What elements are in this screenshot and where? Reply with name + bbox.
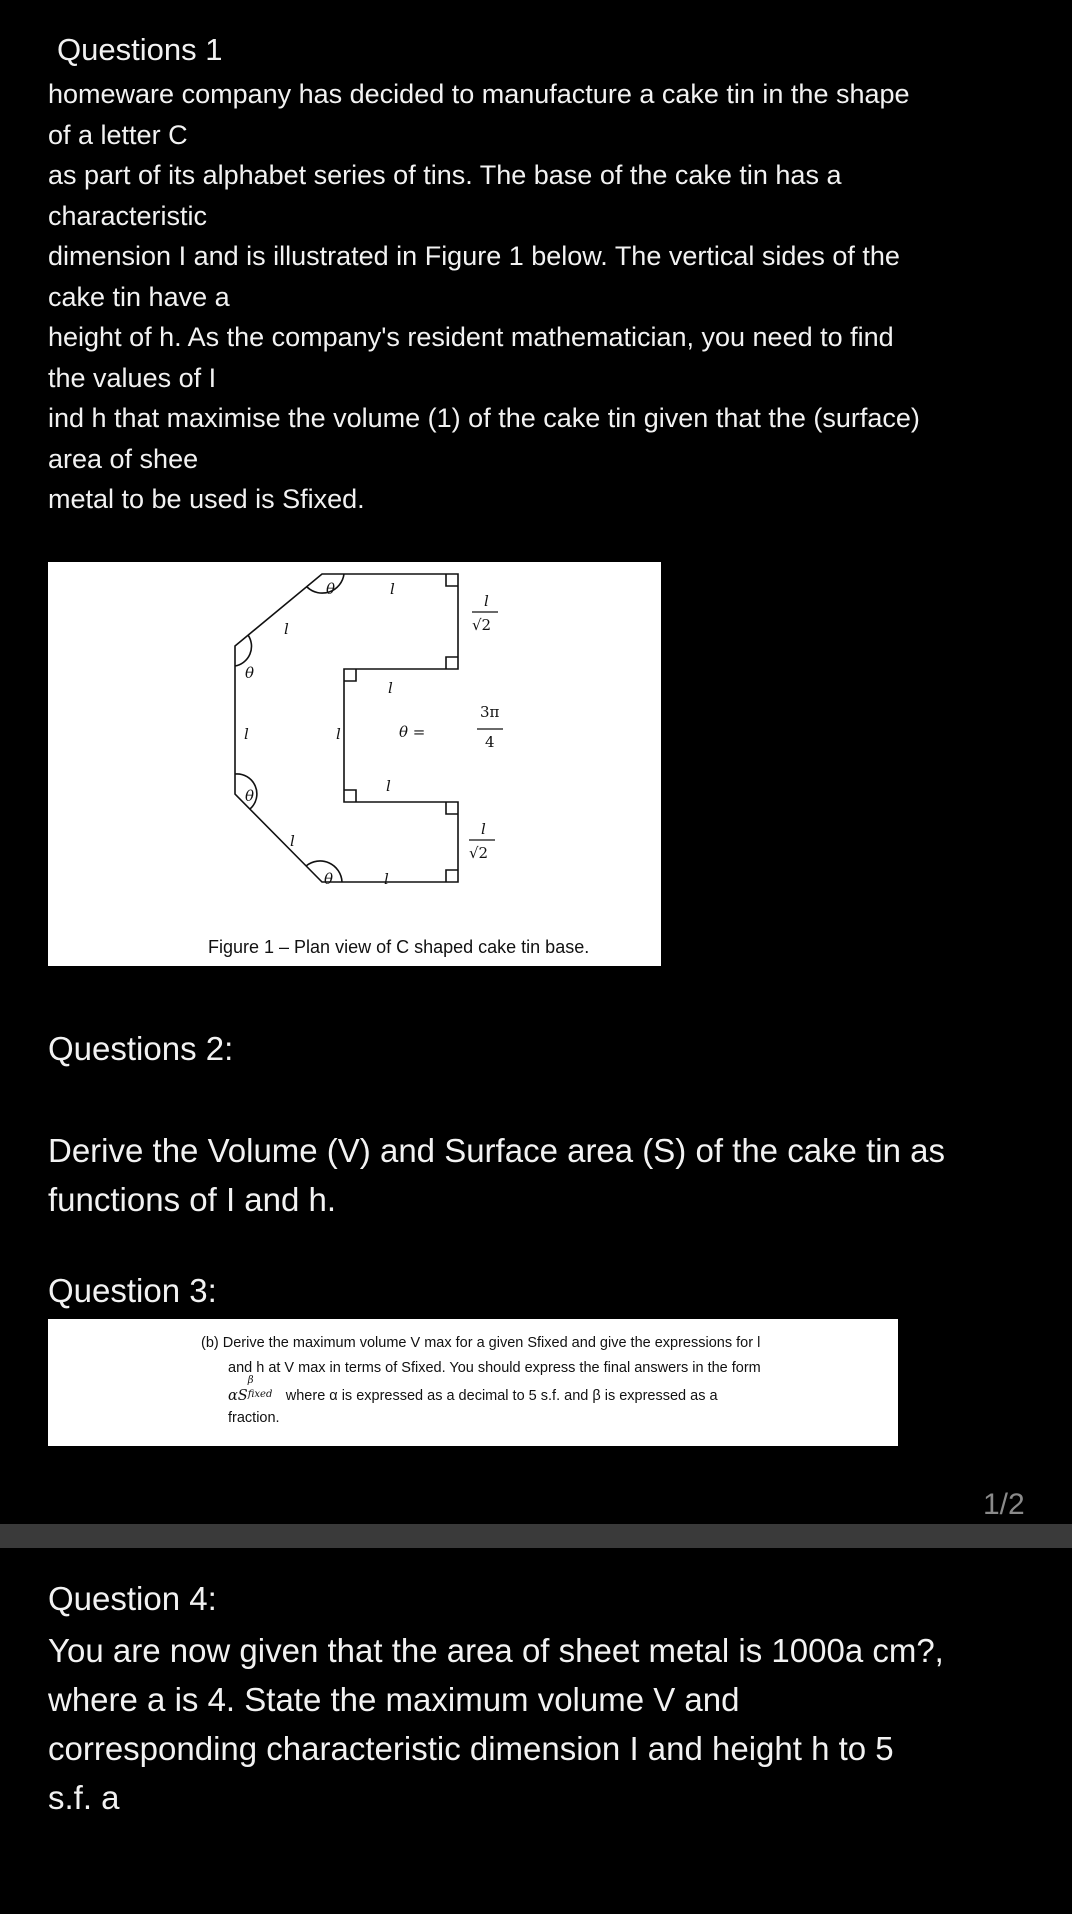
- c-shape-outline: [178, 574, 458, 646]
- theta-label: θ: [326, 580, 336, 598]
- c-shape-diagram: [48, 562, 661, 966]
- l-label: l: [244, 725, 249, 743]
- beta-exponent: β: [247, 1375, 254, 1386]
- q3-line: and h at V max in terms of Sfixed. You should express the final answers in the form: [228, 1360, 761, 1376]
- four: 4: [485, 733, 495, 751]
- q1-line: height of h. As the company's resident mathematician, you need to find: [48, 322, 894, 352]
- form-expression: αS: [228, 1388, 248, 1404]
- l-over-sqrt2-numerator: l: [484, 592, 489, 610]
- theta-label: θ: [245, 664, 255, 682]
- question-4-text: [48, 1626, 1048, 1822]
- page-indicator: 1/2: [983, 1488, 1025, 1521]
- l-label: l: [290, 832, 295, 850]
- question-3-title: Question 3:: [48, 1272, 217, 1309]
- page-divider: [0, 1524, 1072, 1548]
- q4-line: corresponding characteristic dimension I and height h to 5: [48, 1730, 894, 1767]
- l-over-sqrt2-denominator: √2: [472, 616, 492, 634]
- q1-line: as part of its alphabet series of tins. The base of the cake tin has a: [48, 160, 842, 190]
- theta-label: θ: [324, 870, 334, 888]
- figure-caption: Figure 1 – Plan view of C shaped cake tin base.: [208, 937, 590, 957]
- q1-line: dimension I and is illustrated in Figure 1 below. The vertical sides of the: [48, 241, 900, 271]
- fixed-subscript: fixed: [247, 1389, 273, 1400]
- question-2-text: [48, 1126, 1048, 1224]
- q3-line: fraction.: [228, 1410, 280, 1426]
- l-label: l: [390, 580, 395, 598]
- q3-line: (b) Derive the maximum volume V max for a given Sfixed and give the expressions for l: [201, 1335, 761, 1351]
- l-label: l: [336, 725, 341, 743]
- l-label: l: [384, 870, 389, 888]
- question-3-image: [48, 1319, 898, 1446]
- question-1-text: [48, 74, 1048, 520]
- l-label: l: [388, 679, 393, 697]
- q1-line: the values of I: [48, 362, 217, 393]
- q2-line: functions of I and h.: [48, 1181, 337, 1218]
- q4-line: where a is 4. State the maximum volume V and: [48, 1681, 740, 1718]
- q1-line: characteristic: [48, 200, 208, 231]
- q1-line: cake tin have a: [48, 281, 230, 312]
- l-over-sqrt2-numerator: l: [481, 820, 486, 838]
- q1-line: ind h that maximise the volume (1) of the cake tin given that the (surface): [48, 403, 920, 433]
- q3-line-rest: where α is expressed as a decimal to 5 s.f. and β is expressed as a: [281, 1388, 718, 1404]
- l-over-sqrt2-denominator: √2: [469, 844, 489, 862]
- figure-1: [48, 562, 661, 966]
- q1-line: of a letter C: [48, 119, 188, 150]
- question-1-title: Questions 1: [57, 32, 223, 67]
- l-label: l: [386, 777, 391, 795]
- q1-line: metal to be used is Sfixed.: [48, 484, 365, 514]
- q2-line: Derive the Volume (V) and Surface area (S) of the cake tin as: [48, 1132, 945, 1169]
- q1-line: area of shee: [48, 443, 199, 474]
- q4-line: s.f. a: [48, 1779, 120, 1816]
- q4-line: You are now given that the area of sheet metal is 1000a cm?,: [48, 1632, 944, 1669]
- theta-equals: θ =: [399, 723, 426, 741]
- q3-line: [228, 1375, 718, 1404]
- q1-line: homeware company has decided to manufacture a cake tin in the shape: [48, 79, 910, 109]
- question-2-title: Questions 2:: [48, 1030, 234, 1067]
- l-label: l: [284, 620, 289, 638]
- theta-label: θ: [245, 787, 255, 805]
- three-pi: 3π: [480, 703, 500, 721]
- question-4-title: Question 4:: [48, 1580, 217, 1617]
